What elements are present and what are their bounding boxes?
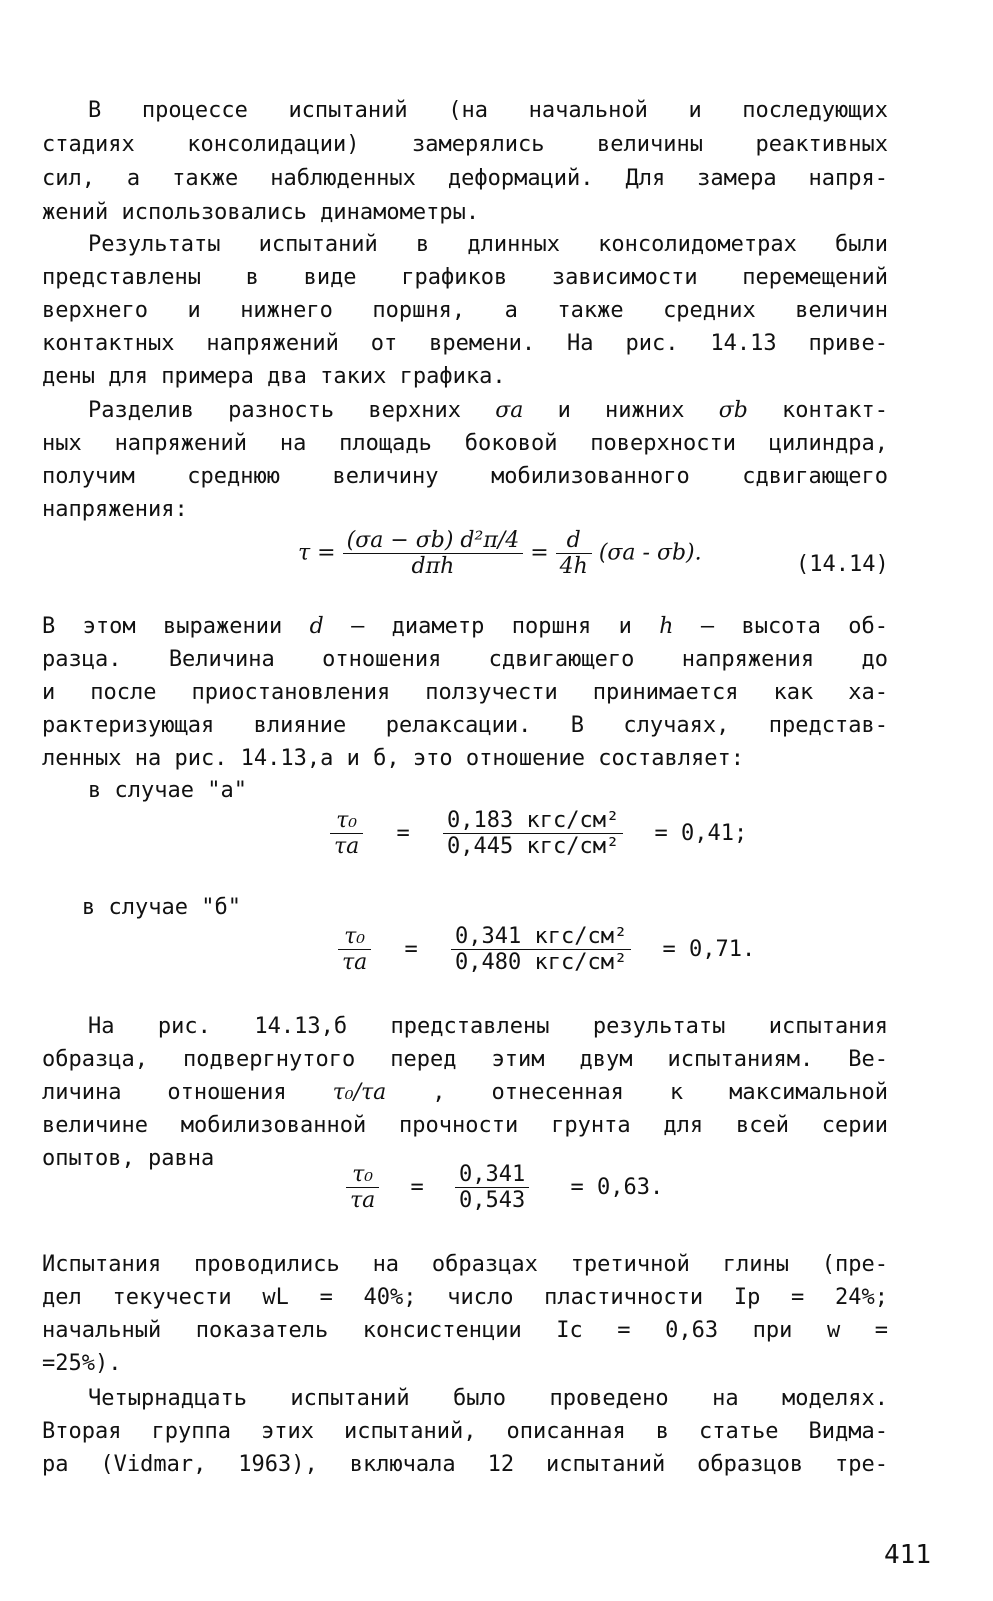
page-number: 411 <box>884 1540 931 1570</box>
text-line: величине мобилизованной прочности грунта для всей серии <box>42 1113 888 1138</box>
ratio-inline: τ₀/τa <box>332 1080 387 1105</box>
text-fragment: – высота об- <box>700 614 889 639</box>
fraction-numerator: τ₀ <box>338 924 371 950</box>
var-d: d <box>309 614 324 639</box>
eq-sign: = <box>410 1174 424 1200</box>
text-line: контактных напряжений от времени. На рис. 14.13 приве- <box>42 331 888 356</box>
eq-rhs: (σa - σb). <box>598 540 702 566</box>
text-line: На рис. 14.13,б представлены результаты испытания <box>88 1014 888 1039</box>
text-line: дены для примера два таких графика. <box>42 364 506 389</box>
fraction-denominator: τa <box>350 1188 376 1213</box>
fraction-numerator: (σa − σb) d²π/4 <box>343 528 524 554</box>
eq-lhs: τ = <box>298 540 336 566</box>
ratio-result: = 0,41; <box>654 820 748 846</box>
text-line: и после приостановления ползучести принимается как ха- <box>42 680 888 705</box>
fraction <box>451 924 631 975</box>
fraction-denominator: 0,543 <box>459 1188 526 1213</box>
text-line: образца, подвергнутого перед этим двум испытаниям. Ве- <box>42 1047 888 1072</box>
text-fragment: – диаметр поршня и <box>351 614 632 639</box>
text-line: напряжения: <box>42 497 188 522</box>
text-line: Вторая группа этих испытаний, описанная в статье Видма- <box>42 1419 888 1444</box>
text-line: рактеризующая влияние релаксации. В случаях, представ- <box>42 713 888 738</box>
fraction-numerator: τ₀ <box>330 808 363 834</box>
text-fragment: В этом выражении <box>42 614 283 639</box>
text-line <box>42 1078 888 1108</box>
text-line: опытов, равна <box>42 1146 215 1171</box>
text-line: Испытания проводились на образцах третичной глины (пре- <box>42 1252 888 1277</box>
ratio-result: = 0,63. <box>570 1174 664 1200</box>
fraction <box>556 528 592 579</box>
var-h: h <box>659 614 674 639</box>
text-line: жений использовались динамометры. <box>42 200 480 225</box>
fraction <box>443 808 623 859</box>
text-line: ных напряжений на площадь боковой поверхности цилиндра, <box>42 431 888 456</box>
fraction <box>330 808 363 859</box>
text-line: ра (Vidmar, 1963), включала 12 испытаний образцов тре- <box>42 1452 888 1477</box>
eq-sign: = <box>396 820 410 846</box>
text-line: Результаты испытаний в длинных консолидометрах были <box>88 232 888 257</box>
text-fragment: личина отношения <box>42 1080 287 1105</box>
fraction-numerator: 0,341 кгс/см² <box>451 924 631 950</box>
text-line: В процессе испытаний (на начальной и последующих <box>88 98 888 123</box>
equation-14-14 <box>298 528 702 579</box>
case-b-label: в случае "б" <box>82 895 241 920</box>
case-a-label: в случае "а" <box>88 778 247 803</box>
ratio-result: = 0,71. <box>662 936 756 962</box>
fraction <box>455 1162 529 1213</box>
text-fragment: Разделив разность верхних <box>88 398 462 423</box>
sigma-b-symbol: σb <box>718 398 748 423</box>
eq-sign: = <box>530 540 549 566</box>
sigma-a-symbol: σa <box>495 398 524 423</box>
fraction <box>346 1162 379 1213</box>
fraction-denominator: 4h <box>559 554 588 579</box>
fraction-numerator: τ₀ <box>346 1162 379 1188</box>
text-line: =25%). <box>42 1351 122 1376</box>
text-line: Четырнадцать испытаний было проведено на моделях. <box>88 1386 888 1411</box>
equation-number: (14.14) <box>796 552 889 577</box>
text-line <box>88 396 888 426</box>
text-line: стадиях консолидации) замерялись величины реактивных <box>42 132 888 157</box>
text-fragment: , отнесенная к максимальной <box>432 1080 889 1105</box>
text-line: получим среднюю величину мобилизованного сдвигающего <box>42 464 888 489</box>
fraction-denominator: τa <box>342 950 368 975</box>
text-line: сил, а также наблюденных деформаций. Для замера напря- <box>42 166 888 191</box>
fraction-numerator: d <box>556 528 592 554</box>
ratio-c <box>346 1162 663 1213</box>
fraction-denominator: dπh <box>411 554 455 579</box>
text-line: представлены в виде графиков зависимости перемещений <box>42 265 888 290</box>
text-fragment: и нижних <box>557 398 685 423</box>
fraction-denominator: 0,480 кгс/см² <box>455 950 628 975</box>
fraction-denominator: τa <box>334 834 360 859</box>
text-line: дел текучести wL = 40%; число пластичности Ip = 24%; <box>42 1285 888 1310</box>
fraction-denominator: 0,445 кгс/см² <box>447 834 620 859</box>
ratio-b <box>338 924 755 975</box>
fraction <box>343 528 524 579</box>
fraction-numerator: 0,183 кгс/см² <box>443 808 623 834</box>
eq-sign: = <box>404 936 418 962</box>
text-line: ленных на рис. 14.13,а и б, это отношение составляет: <box>42 746 744 771</box>
text-fragment: контакт- <box>782 398 888 423</box>
text-line: разца. Величина отношения сдвигающего напряжения до <box>42 647 888 672</box>
ratio-a <box>330 808 747 859</box>
fraction-numerator: 0,341 <box>455 1162 529 1188</box>
fraction <box>338 924 371 975</box>
text-line <box>42 612 888 642</box>
text-line: начальный показатель консистенции Ic = 0,63 при w = <box>42 1318 888 1343</box>
text-line: верхнего и нижнего поршня, а также средних величин <box>42 298 888 323</box>
